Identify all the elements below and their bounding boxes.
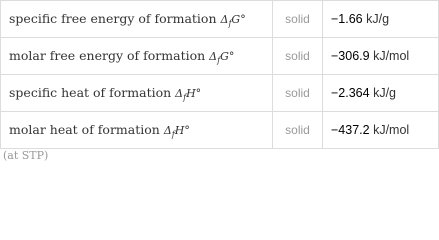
table-row	[1, 75, 439, 112]
table-row	[1, 1, 439, 38]
value-cell: −2.364 kJ/g	[323, 75, 439, 112]
footnote: (at STP)	[3, 149, 49, 162]
phase-cell: solid	[273, 1, 323, 38]
phase-cell: solid	[273, 112, 323, 149]
value-cell: −437.2 kJ/mol	[323, 112, 439, 149]
value-cell: −1.66 kJ/g	[323, 1, 439, 38]
value-cell: −306.9 kJ/mol	[323, 38, 439, 75]
property-label: specific free energy of formation $\Delta_fG^\circ$	[1, 1, 273, 38]
property-label: molar free energy of formation $\Delta_fG^\circ$	[1, 38, 273, 75]
phase-cell: solid	[273, 38, 323, 75]
table-row	[1, 112, 439, 149]
property-label: specific heat of formation $\Delta_fH^\circ$	[1, 75, 273, 112]
phase-cell: solid	[273, 75, 323, 112]
table-row	[1, 38, 439, 75]
property-label: molar heat of formation $\Delta_fH^\circ$	[1, 112, 273, 149]
